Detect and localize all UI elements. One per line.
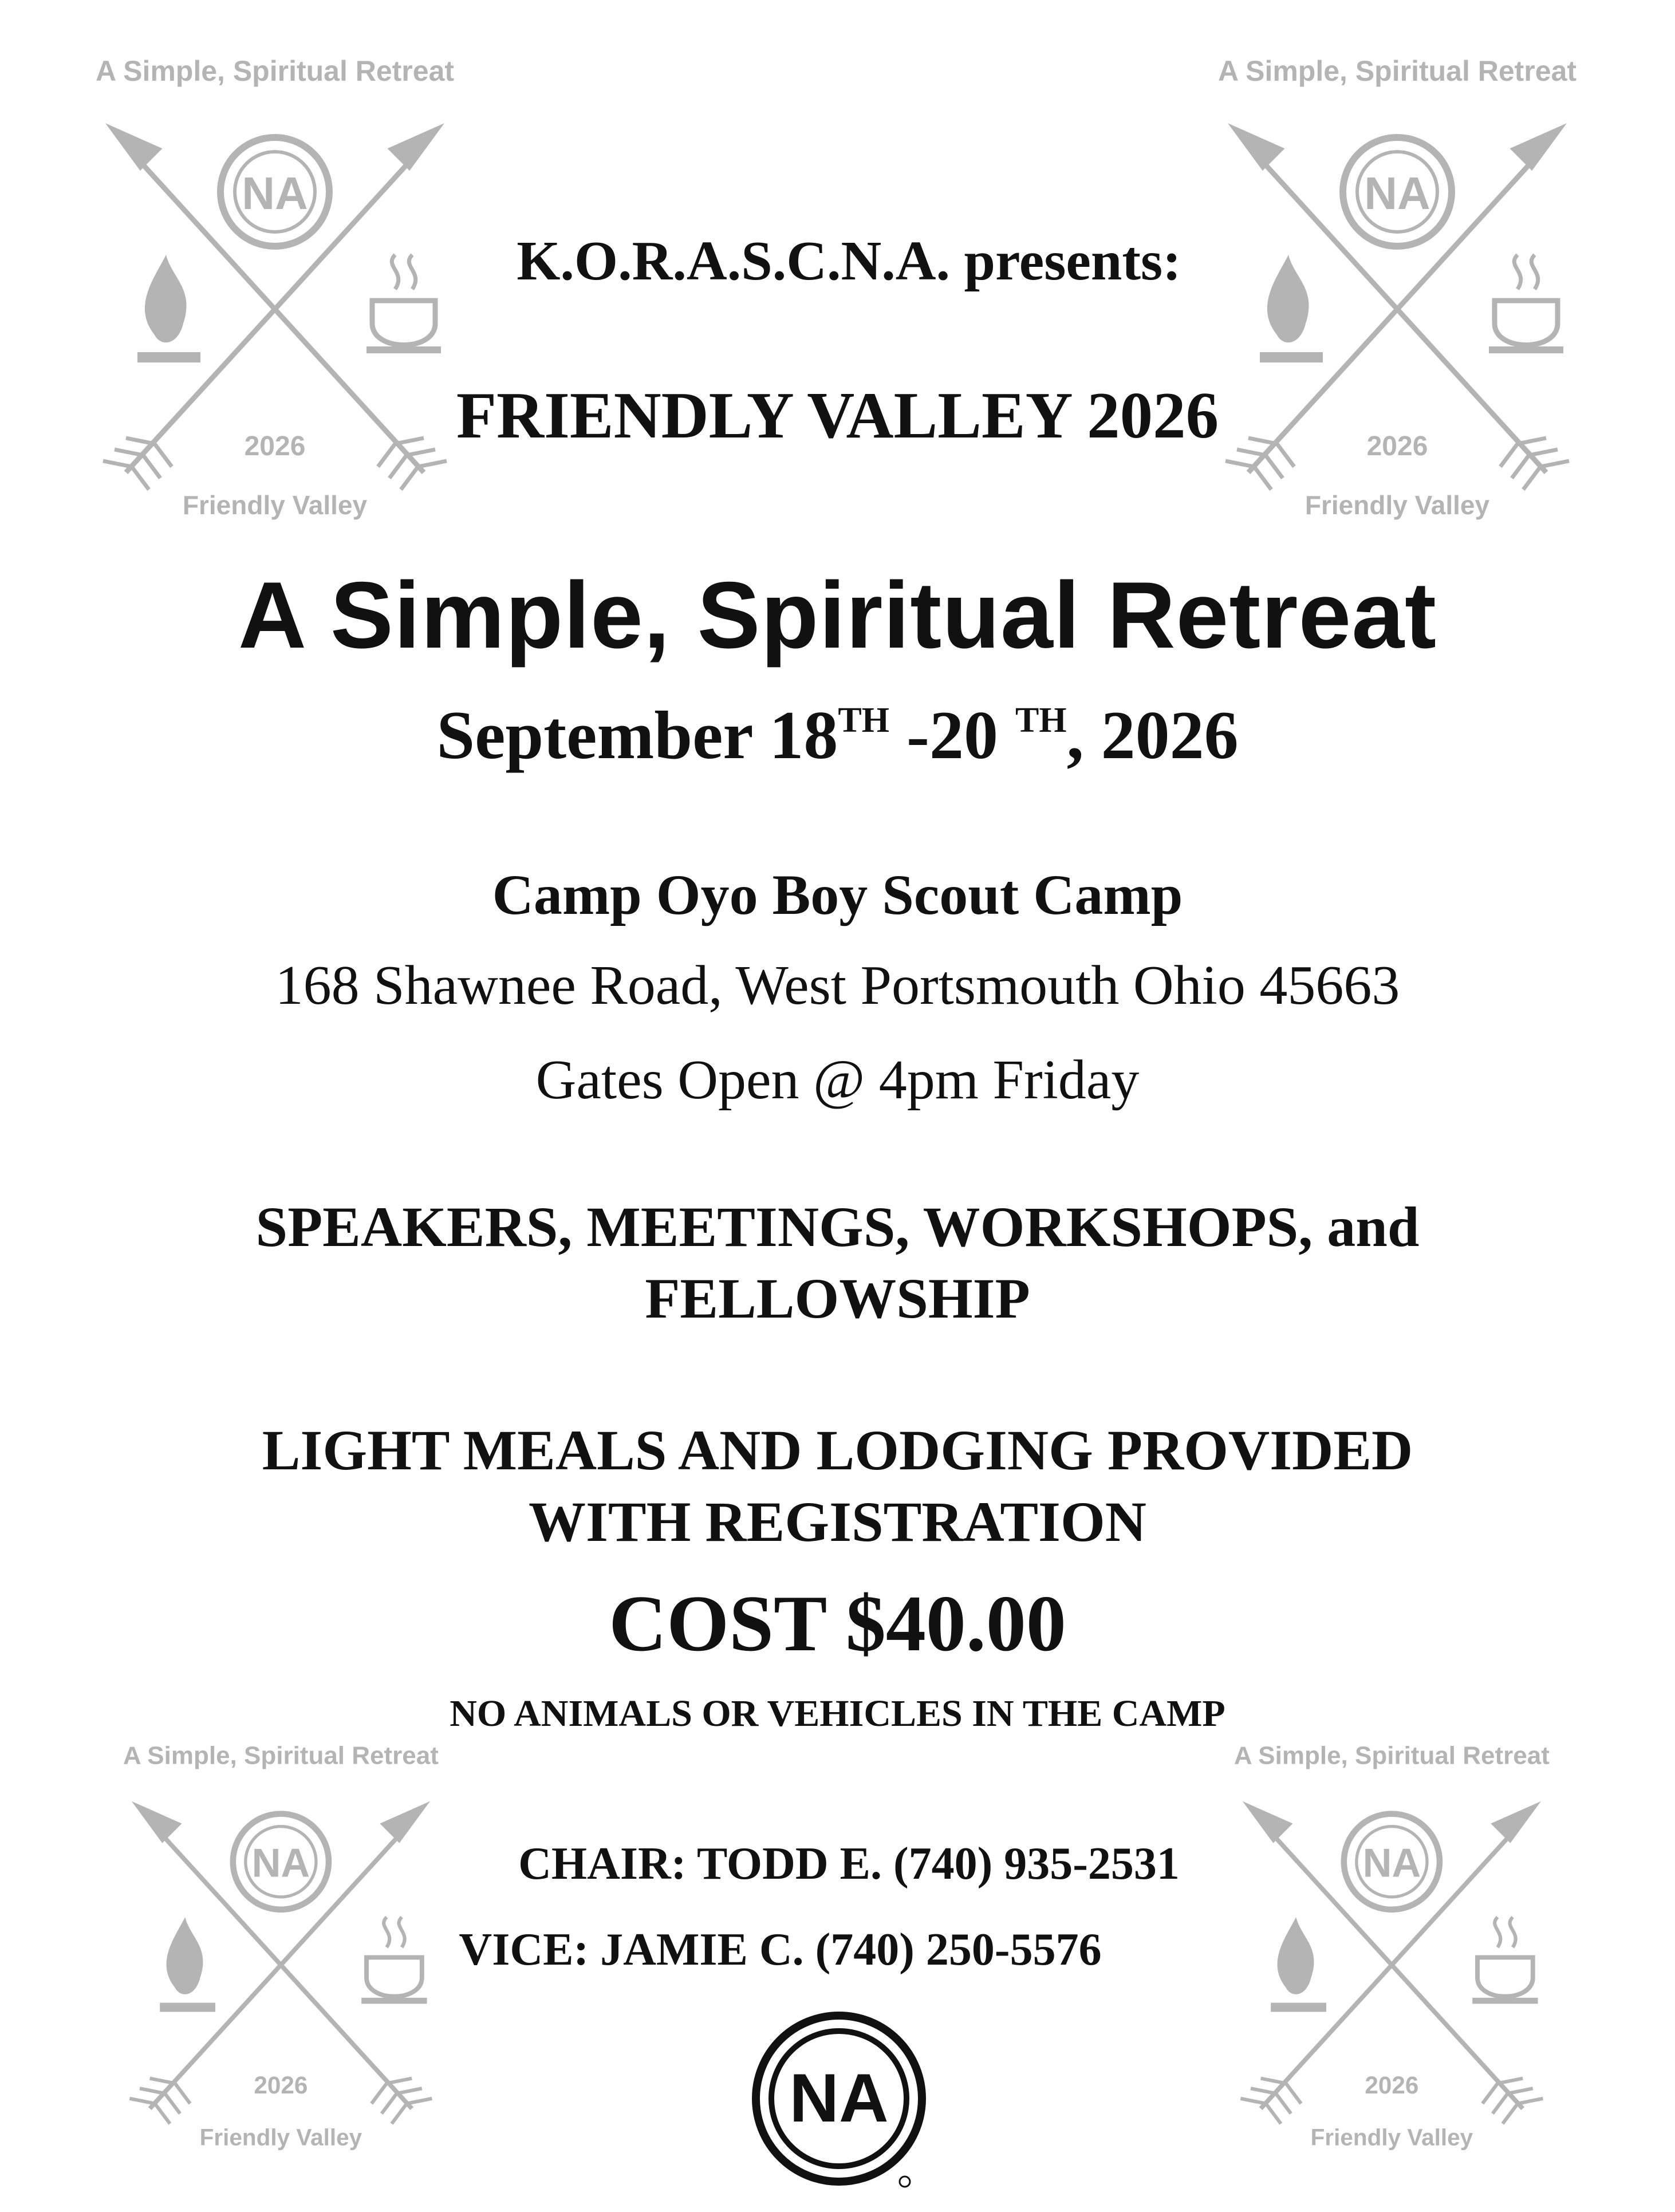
emblem-top-caption: A Simple, Spiritual Retreat — [95, 55, 455, 87]
crossed-arrows-icon — [86, 94, 464, 530]
emblem-bottom-caption: Friendly Valley — [1304, 490, 1490, 520]
emblem-top-left — [86, 54, 464, 547]
na-logo-text: NA — [789, 2060, 889, 2136]
cost: COST $40.00 — [609, 1579, 1066, 1668]
emblem-bottom-caption: Friendly Valley — [199, 2124, 362, 2151]
meals-line-1: LIGHT MEALS AND LODGING PROVIDED — [262, 1418, 1413, 1482]
venue-address: 168 Shawnee Road, West Portsmouth Ohio 45663 — [275, 955, 1400, 1016]
dates-suffix: , 2026 — [1066, 697, 1239, 773]
activities-line-2: FELLOWSHIP — [645, 1267, 1030, 1330]
dates-prefix: September 18 — [436, 697, 838, 773]
camp-rules: NO ANIMALS OR VEHICLES IN THE CAMP — [450, 1693, 1225, 1734]
activities-line-1: SPEAKERS, MEETINGS, WORKSHOPS, and — [255, 1195, 1420, 1259]
emblem-year: 2026 — [1366, 431, 1428, 462]
event-dates — [0, 696, 1675, 775]
na-logo-icon — [750, 2010, 928, 2193]
svg-text:NA: NA — [1362, 1840, 1421, 1886]
dates-sup-1: TH — [838, 701, 890, 740]
emblem-year: 2026 — [254, 2072, 308, 2099]
emblem-top-right — [1208, 54, 1586, 547]
svg-text:NA: NA — [242, 168, 308, 219]
svg-text:NA: NA — [1364, 168, 1430, 219]
crossed-arrows-icon — [1208, 94, 1586, 530]
emblem-bottom-caption: Friendly Valley — [182, 490, 368, 520]
gates-open: Gates Open @ 4pm Friday — [535, 1049, 1140, 1111]
emblem-year: 2026 — [244, 431, 306, 462]
dates-sup-2: TH — [1015, 701, 1067, 740]
emblem-top-caption: A Simple, Spiritual Retreat — [123, 1741, 439, 1770]
venue-name: Camp Oyo Boy Scout Camp — [492, 863, 1183, 926]
emblem-top-caption: A Simple, Spiritual Retreat — [1233, 1741, 1550, 1770]
emblem-top-caption: A Simple, Spiritual Retreat — [1217, 55, 1577, 87]
svg-text:NA: NA — [251, 1840, 310, 1886]
event-name: FRIENDLY VALLEY 2026 — [456, 379, 1219, 452]
retreat-title: A Simple, Spiritual Retreat — [238, 562, 1437, 668]
chair-contact: CHAIR: TODD E. (740) 935-2531 — [518, 1839, 1180, 1889]
emblem-year: 2026 — [1365, 2072, 1419, 2099]
dates-middle: -20 — [889, 697, 1015, 773]
meals-line-2: WITH REGISTRATION — [529, 1490, 1146, 1553]
emblem-bottom-caption: Friendly Valley — [1310, 2124, 1473, 2151]
presenter-line: K.O.R.A.S.C.N.A. presents: — [517, 230, 1181, 292]
vice-contact: VICE: JAMIE C. (740) 250-5576 — [459, 1925, 1102, 1975]
